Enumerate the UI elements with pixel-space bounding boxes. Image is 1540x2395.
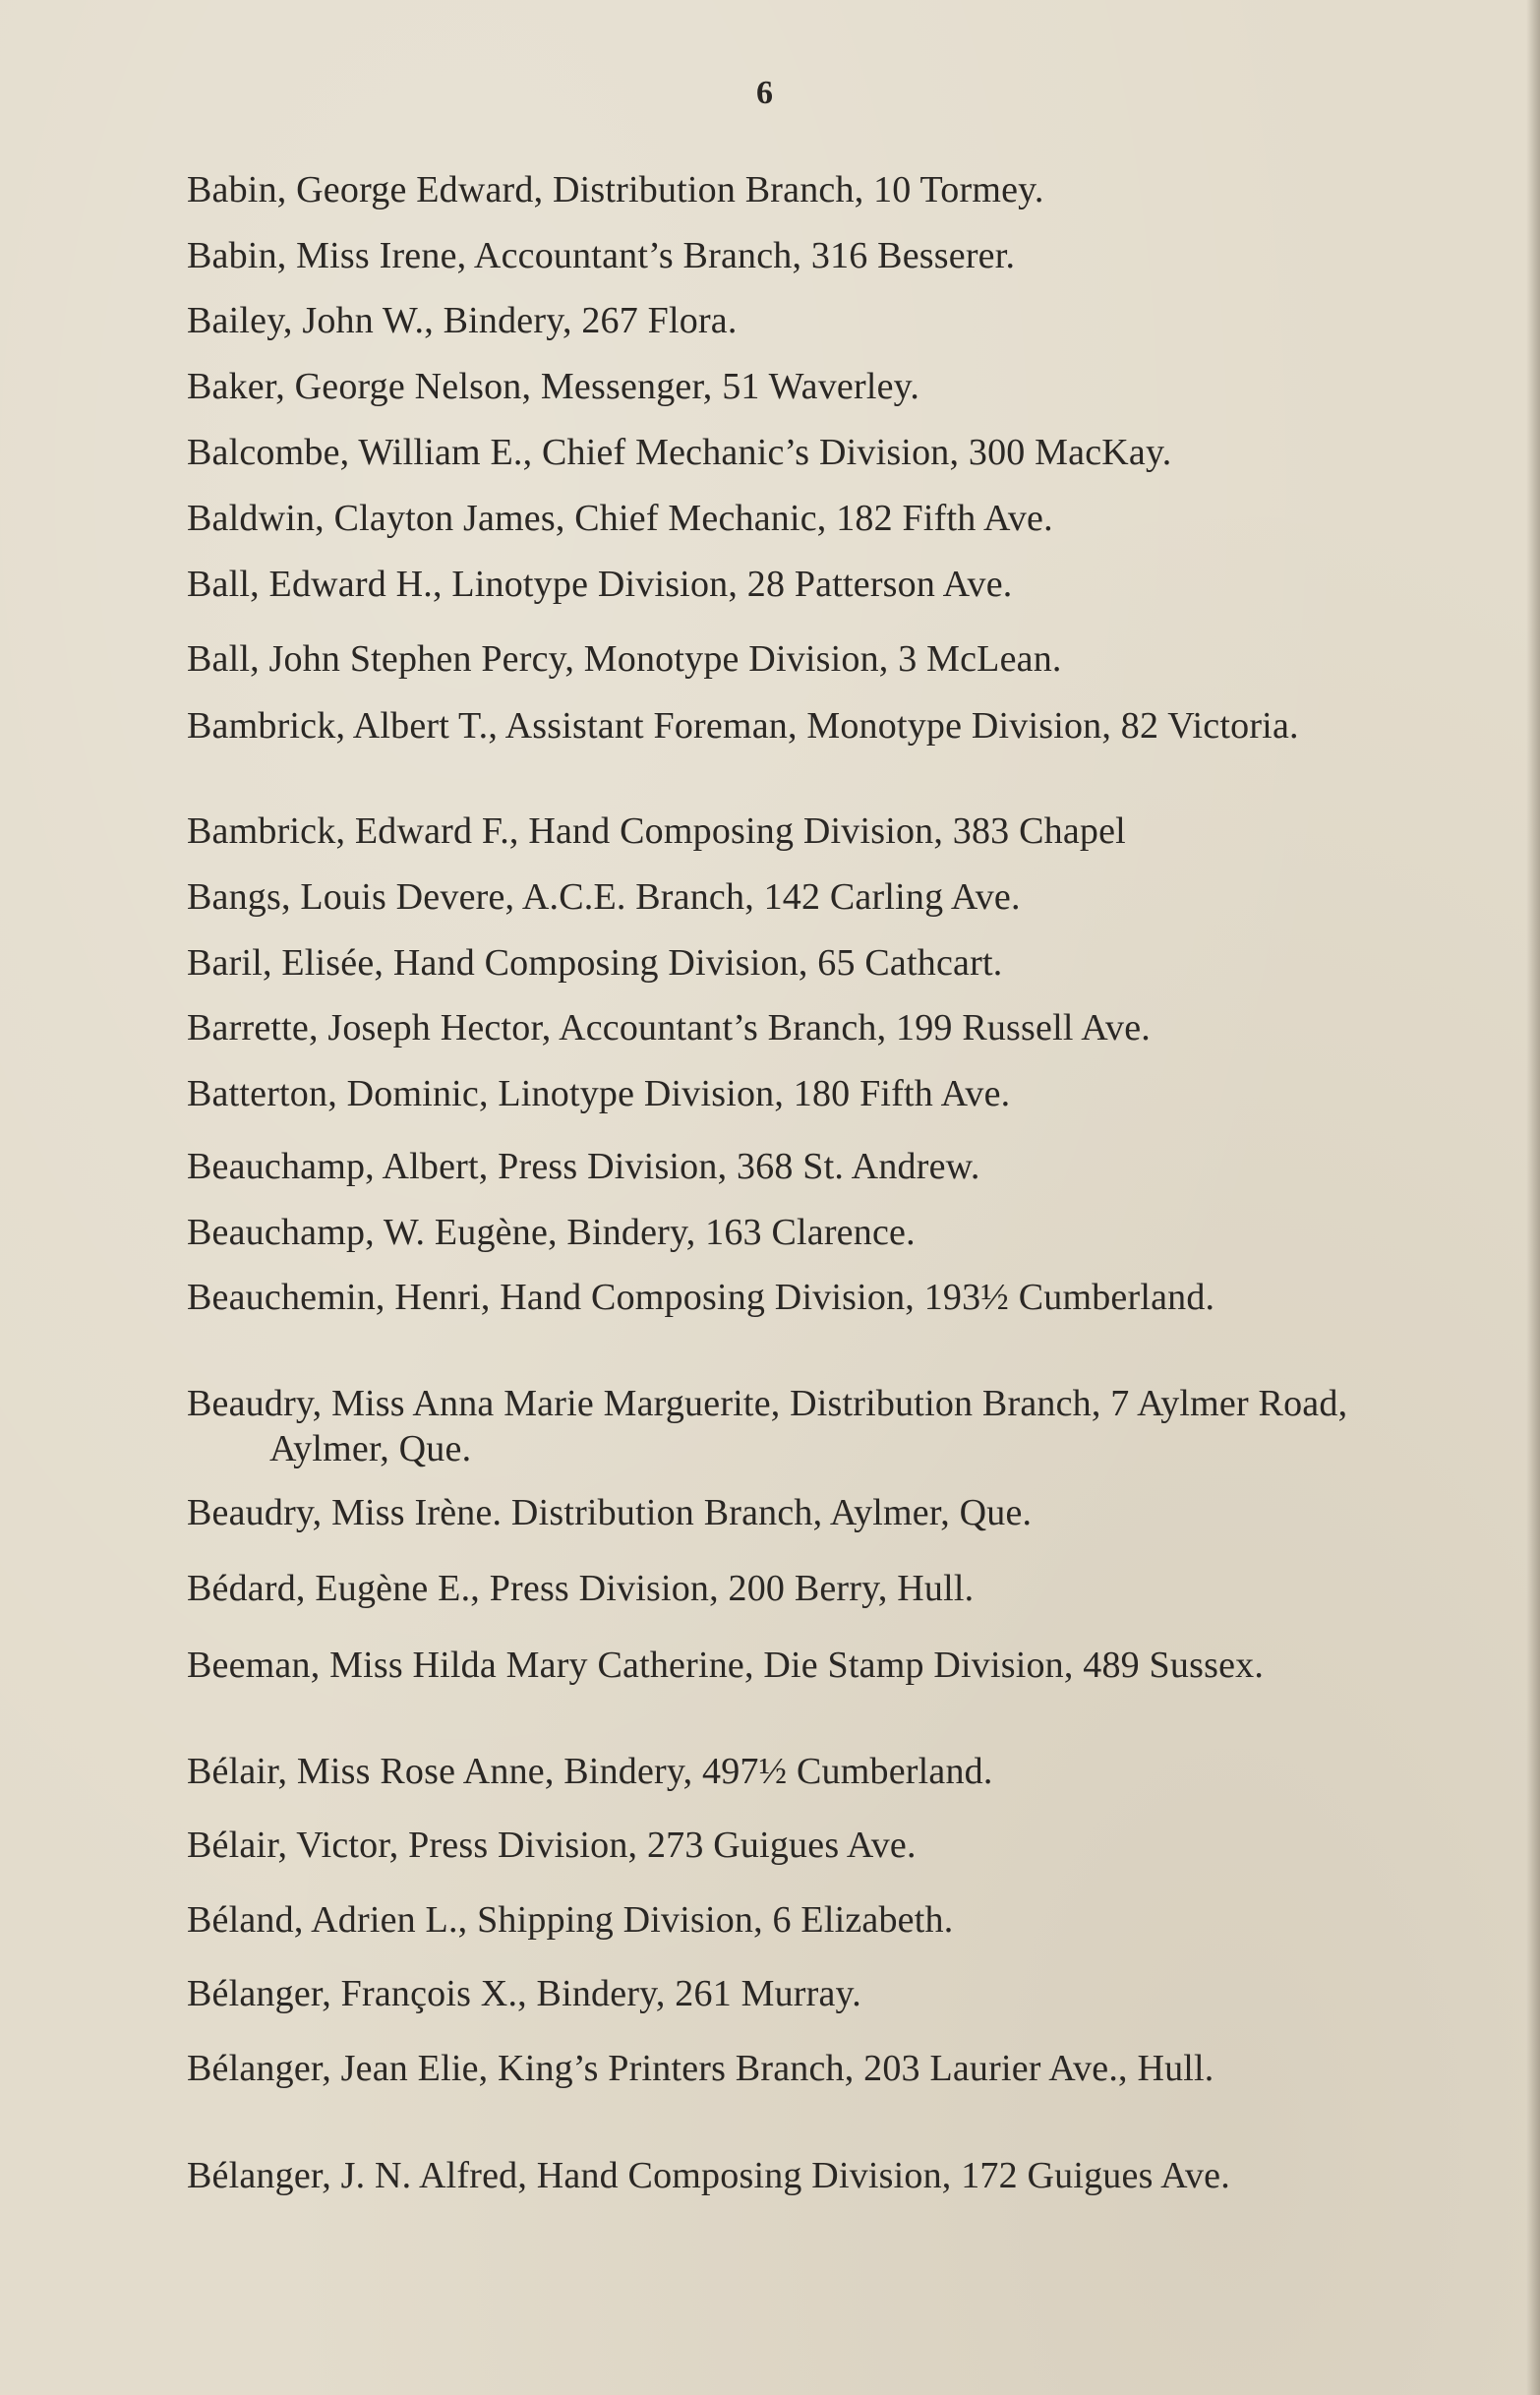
directory-entry: Baril, Elisée, Hand Composing Division, 65 Cathcart.: [187, 942, 1003, 984]
directory-entry: Beauchemin, Henri, Hand Composing Division, 193½ Cumberland.: [187, 1277, 1215, 1318]
directory-entry: Beaudry, Miss Anna Marie Marguerite, Distribution Branch, 7 Aylmer Road, Aylmer, Que.: [187, 1383, 1348, 1469]
directory-entry: Bélair, Victor, Press Division, 273 Guigues Ave.: [187, 1825, 917, 1866]
directory-entry: Bélair, Miss Rose Anne, Bindery, 497½ Cumberland.: [187, 1751, 993, 1792]
directory-entry: Babin, Miss Irene, Accountant’s Branch, 316 Besserer.: [187, 235, 1016, 276]
directory-entry: Baker, George Nelson, Messenger, 51 Waverley.: [187, 366, 920, 407]
directory-entry: Beauchamp, W. Eugène, Bindery, 163 Clarence.: [187, 1212, 916, 1253]
directory-entry: Bailey, John W., Bindery, 267 Flora.: [187, 300, 738, 341]
directory-entry: Beeman, Miss Hilda Mary Catherine, Die Stamp Division, 489 Sussex.: [187, 1645, 1265, 1686]
directory-entry: Ball, Edward H., Linotype Division, 28 Patterson Ave.: [187, 564, 1013, 605]
directory-entry: Barrette, Joseph Hector, Accountant’s Branch, 199 Russell Ave.: [187, 1007, 1152, 1048]
directory-entry: Balcombe, William E., Chief Mechanic’s Division, 300 MacKay.: [187, 432, 1172, 473]
directory-entry: Babin, George Edward, Distribution Branch, 10 Tormey.: [187, 169, 1044, 210]
directory-entry: Bambrick, Edward F., Hand Composing Division, 383 Chapel: [187, 810, 1126, 852]
directory-entry: Bélanger, J. N. Alfred, Hand Composing Division, 172 Guigues Ave.: [187, 2155, 1230, 2196]
directory-entry: Ball, John Stephen Percy, Monotype Division, 3 McLean.: [187, 638, 1062, 680]
directory-entry: Bélanger, Jean Elie, King’s Printers Branch, 203 Laurier Ave., Hull.: [187, 2048, 1214, 2089]
directory-entry: Béland, Adrien L., Shipping Division, 6 Elizabeth.: [187, 1899, 954, 1941]
directory-entry: Bélanger, François X., Bindery, 261 Murray.: [187, 1973, 861, 2014]
directory-entry: Beauchamp, Albert, Press Division, 368 St. Andrew.: [187, 1146, 980, 1187]
directory-entry: Bangs, Louis Devere, A.C.E. Branch, 142 Carling Ave.: [187, 876, 1021, 918]
directory-entry: Beaudry, Miss Irène. Distribution Branch, Aylmer, Que.: [187, 1492, 1033, 1533]
page-edge-shadow: [1526, 0, 1540, 2395]
directory-entry: Baldwin, Clayton James, Chief Mechanic, 182 Fifth Ave.: [187, 498, 1053, 539]
directory-entry: Batterton, Dominic, Linotype Division, 180 Fifth Ave.: [187, 1073, 1011, 1114]
directory-entry: Bambrick, Albert T., Assistant Foreman, Monotype Division, 82 Victoria.: [187, 705, 1299, 747]
page-number: 6: [756, 75, 774, 111]
directory-entry: Bédard, Eugène E., Press Division, 200 Berry, Hull.: [187, 1568, 975, 1609]
